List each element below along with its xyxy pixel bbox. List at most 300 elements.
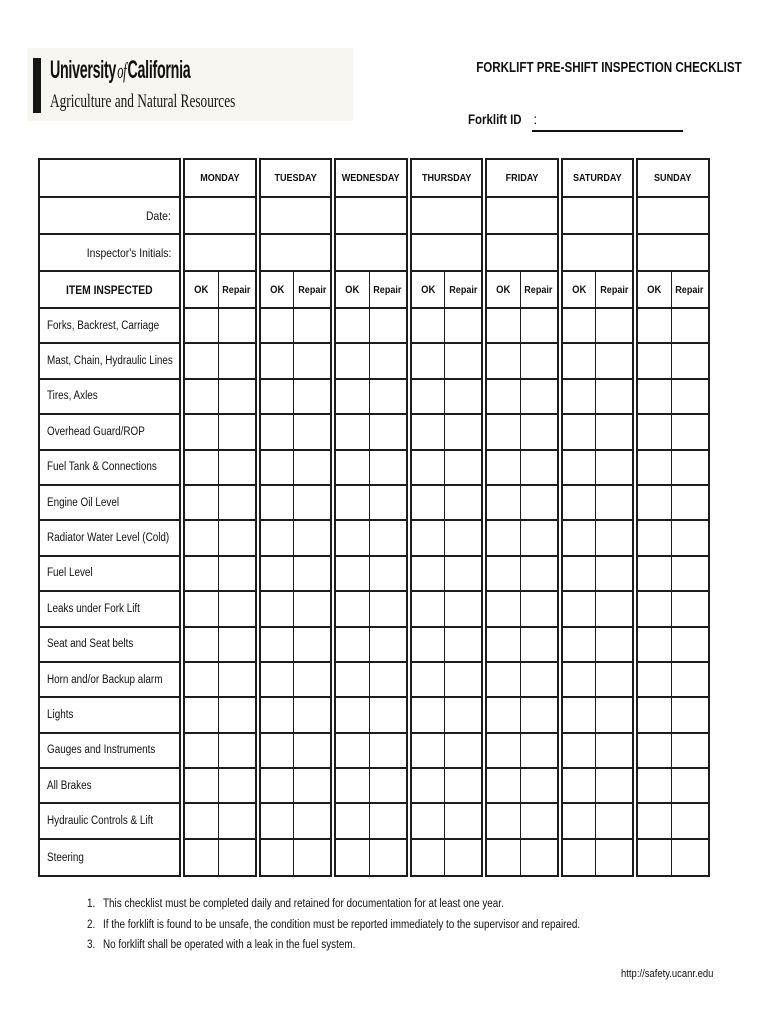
repair-cell-saturday[interactable] [596, 451, 632, 484]
repair-cell-saturday[interactable] [596, 734, 632, 767]
repair-cell-monday[interactable] [219, 628, 255, 661]
date-cell-saturday[interactable] [563, 198, 633, 235]
repair-cell-saturday[interactable] [596, 698, 632, 731]
check-row-tuesday [261, 840, 331, 875]
repair-cell-sunday[interactable] [672, 557, 708, 590]
repair-cell-sunday[interactable] [672, 769, 708, 802]
ok-cell-saturday[interactable] [563, 628, 597, 661]
ok-cell-saturday[interactable] [563, 415, 597, 448]
repair-cell-sunday[interactable] [672, 734, 708, 767]
ok-cell-wednesday[interactable] [336, 628, 370, 661]
ok-cell-saturday[interactable] [563, 804, 597, 837]
ok-cell-wednesday[interactable] [336, 451, 370, 484]
repair-cell-wednesday[interactable] [370, 698, 406, 731]
inspector-initials-cell-thursday[interactable] [412, 235, 482, 272]
day-header-sunday [638, 160, 708, 198]
ok-cell-monday[interactable] [185, 486, 219, 519]
ok-cell-monday[interactable] [185, 628, 219, 661]
inspector-initials-cell-friday[interactable] [487, 235, 557, 272]
ok-cell-wednesday[interactable] [336, 804, 370, 837]
ok-cell-saturday[interactable] [563, 592, 597, 625]
repair-cell-friday[interactable] [521, 840, 557, 875]
repair-cell-monday[interactable] [219, 451, 255, 484]
repair-cell-saturday[interactable] [596, 769, 632, 802]
check-row-friday [487, 663, 557, 698]
ok-cell-sunday[interactable] [638, 309, 672, 342]
repair-cell-monday[interactable] [219, 663, 255, 696]
ok-cell-monday[interactable] [185, 663, 219, 696]
check-row-sunday [638, 451, 708, 486]
ok-cell-monday[interactable] [185, 451, 219, 484]
repair-cell-saturday[interactable] [596, 380, 632, 413]
ok-cell-tuesday[interactable] [261, 840, 295, 875]
repair-cell-sunday[interactable] [672, 451, 708, 484]
repair-cell-thursday[interactable] [445, 769, 481, 802]
repair-cell-wednesday[interactable] [370, 521, 406, 554]
ok-cell-tuesday[interactable] [261, 521, 295, 554]
ok-header [487, 272, 521, 307]
repair-cell-monday[interactable] [219, 769, 255, 802]
ok-cell-sunday[interactable] [638, 628, 672, 661]
ok-cell-wednesday[interactable] [336, 840, 370, 875]
ok-cell-friday[interactable] [487, 309, 521, 342]
ok-cell-saturday[interactable] [563, 557, 597, 590]
repair-cell-tuesday[interactable] [294, 521, 330, 554]
inspector-initials-cell-tuesday[interactable] [261, 235, 331, 272]
repair-cell-monday[interactable] [219, 592, 255, 625]
repair-cell-thursday[interactable] [445, 415, 481, 448]
item-label: Leaks under Fork Lift [47, 602, 140, 615]
note-text: This checklist must be completed daily and retained for documentation for at least one year. [103, 898, 504, 910]
repair-cell-wednesday[interactable] [370, 592, 406, 625]
ok-cell-sunday[interactable] [638, 734, 672, 767]
repair-cell-saturday[interactable] [596, 840, 632, 875]
repair-cell-thursday[interactable] [445, 521, 481, 554]
repair-cell-sunday[interactable] [672, 380, 708, 413]
repair-cell-monday[interactable] [219, 309, 255, 342]
day-header-saturday [563, 160, 633, 198]
ok-cell-thursday[interactable] [412, 486, 446, 519]
repair-cell-tuesday[interactable] [294, 840, 330, 875]
repair-cell-wednesday[interactable] [370, 804, 406, 837]
repair-cell-friday[interactable] [521, 380, 557, 413]
inspector-initials-cell-monday[interactable] [185, 235, 255, 272]
ok-cell-tuesday[interactable] [261, 557, 295, 590]
repair-cell-friday[interactable] [521, 734, 557, 767]
ok-cell-friday[interactable] [487, 628, 521, 661]
ok-header [261, 272, 295, 307]
ok-cell-thursday[interactable] [412, 592, 446, 625]
ok-cell-saturday[interactable] [563, 734, 597, 767]
check-row-sunday [638, 557, 708, 592]
repair-cell-wednesday[interactable] [370, 628, 406, 661]
repair-cell-monday[interactable] [219, 415, 255, 448]
ok-cell-thursday[interactable] [412, 415, 446, 448]
check-row-wednesday [336, 698, 406, 733]
repair-cell-saturday[interactable] [596, 344, 632, 377]
repair-cell-sunday[interactable] [672, 592, 708, 625]
checklist-note [87, 898, 658, 911]
ok-cell-saturday[interactable] [563, 309, 597, 342]
ok-cell-sunday[interactable] [638, 804, 672, 837]
repair-cell-friday[interactable] [521, 663, 557, 696]
ok-cell-friday[interactable] [487, 557, 521, 590]
check-row-tuesday [261, 380, 331, 415]
item-label: Engine Oil Level [47, 496, 120, 509]
repair-cell-thursday[interactable] [445, 486, 481, 519]
repair-cell-tuesday[interactable] [294, 309, 330, 342]
repair-cell-thursday[interactable] [445, 557, 481, 590]
ok-cell-monday[interactable] [185, 592, 219, 625]
ok-label: OK [269, 283, 284, 296]
checklist-note [87, 919, 658, 932]
repair-cell-tuesday[interactable] [294, 380, 330, 413]
ok-cell-saturday[interactable] [563, 840, 597, 875]
ok-cell-tuesday[interactable] [261, 698, 295, 731]
repair-cell-monday[interactable] [219, 344, 255, 377]
check-row-sunday [638, 734, 708, 769]
repair-cell-tuesday[interactable] [294, 804, 330, 837]
ok-cell-saturday[interactable] [563, 698, 597, 731]
ok-cell-wednesday[interactable] [336, 769, 370, 802]
repair-cell-thursday[interactable] [445, 592, 481, 625]
check-row-saturday [563, 309, 633, 344]
ok-cell-tuesday[interactable] [261, 804, 295, 837]
repair-cell-sunday[interactable] [672, 840, 708, 875]
repair-cell-thursday[interactable] [445, 628, 481, 661]
repair-cell-tuesday[interactable] [294, 769, 330, 802]
check-row-tuesday [261, 592, 331, 627]
ok-cell-thursday[interactable] [412, 628, 446, 661]
ok-cell-saturday[interactable] [563, 344, 597, 377]
ok-cell-tuesday[interactable] [261, 415, 295, 448]
item-label: Tires, Axles [47, 390, 98, 403]
repair-cell-tuesday[interactable] [294, 486, 330, 519]
repair-cell-sunday[interactable] [672, 309, 708, 342]
repair-cell-friday[interactable] [521, 698, 557, 731]
repair-cell-monday[interactable] [219, 840, 255, 875]
ok-cell-sunday[interactable] [638, 344, 672, 377]
ok-cell-friday[interactable] [487, 415, 521, 448]
check-row-wednesday [336, 309, 406, 344]
ok-cell-sunday[interactable] [638, 521, 672, 554]
repair-cell-tuesday[interactable] [294, 628, 330, 661]
repair-cell-monday[interactable] [219, 698, 255, 731]
ok-cell-friday[interactable] [487, 592, 521, 625]
repair-cell-sunday[interactable] [672, 486, 708, 519]
repair-cell-friday[interactable] [521, 521, 557, 554]
check-row-monday [185, 734, 255, 769]
ok-cell-monday[interactable] [185, 769, 219, 802]
repair-cell-wednesday[interactable] [370, 415, 406, 448]
repair-cell-tuesday[interactable] [294, 451, 330, 484]
ok-cell-monday[interactable] [185, 557, 219, 590]
ok-cell-sunday[interactable] [638, 840, 672, 875]
repair-cell-thursday[interactable] [445, 309, 481, 342]
ok-cell-saturday[interactable] [563, 769, 597, 802]
ok-cell-monday[interactable] [185, 521, 219, 554]
ok-cell-tuesday[interactable] [261, 769, 295, 802]
ok-cell-saturday[interactable] [563, 380, 597, 413]
ok-cell-saturday[interactable] [563, 486, 597, 519]
forklift-id-colon: : [533, 111, 538, 127]
inspector-initials-cell-wednesday[interactable] [336, 235, 406, 272]
repair-cell-sunday[interactable] [672, 628, 708, 661]
inspector-initials-cell-sunday[interactable] [638, 235, 708, 272]
repair-cell-thursday[interactable] [445, 451, 481, 484]
inspection-checklist-table [38, 158, 710, 877]
repair-cell-thursday[interactable] [445, 698, 481, 731]
ok-cell-sunday[interactable] [638, 769, 672, 802]
check-row-saturday [563, 734, 633, 769]
ok-cell-monday[interactable] [185, 380, 219, 413]
repair-cell-wednesday[interactable] [370, 344, 406, 377]
ok-cell-tuesday[interactable] [261, 486, 295, 519]
repair-cell-sunday[interactable] [672, 521, 708, 554]
item-row [40, 380, 179, 415]
ok-cell-monday[interactable] [185, 309, 219, 342]
ok-repair-header-tuesday [261, 272, 331, 309]
ok-cell-monday[interactable] [185, 840, 219, 875]
ok-cell-sunday[interactable] [638, 451, 672, 484]
check-row-monday [185, 698, 255, 733]
repair-cell-thursday[interactable] [445, 344, 481, 377]
check-row-thursday [412, 804, 482, 839]
ok-cell-wednesday[interactable] [336, 521, 370, 554]
ok-cell-tuesday[interactable] [261, 451, 295, 484]
repair-cell-monday[interactable] [219, 521, 255, 554]
ok-cell-thursday[interactable] [412, 698, 446, 731]
ok-cell-thursday[interactable] [412, 804, 446, 837]
check-row-saturday [563, 840, 633, 875]
repair-label: Repair [599, 283, 629, 296]
repair-cell-friday[interactable] [521, 415, 557, 448]
repair-cell-tuesday[interactable] [294, 557, 330, 590]
repair-cell-saturday[interactable] [596, 663, 632, 696]
repair-cell-friday[interactable] [521, 769, 557, 802]
repair-cell-saturday[interactable] [596, 557, 632, 590]
date-cell-friday[interactable] [487, 198, 557, 235]
check-row-tuesday [261, 521, 331, 556]
repair-cell-wednesday[interactable] [370, 663, 406, 696]
ok-cell-thursday[interactable] [412, 344, 446, 377]
repair-cell-thursday[interactable] [445, 380, 481, 413]
repair-cell-friday[interactable] [521, 309, 557, 342]
repair-cell-wednesday[interactable] [370, 486, 406, 519]
check-row-tuesday [261, 734, 331, 769]
ok-cell-sunday[interactable] [638, 486, 672, 519]
ok-cell-friday[interactable] [487, 734, 521, 767]
date-cell-tuesday[interactable] [261, 198, 331, 235]
item-row [40, 486, 179, 521]
ok-cell-sunday[interactable] [638, 415, 672, 448]
repair-cell-sunday[interactable] [672, 804, 708, 837]
ok-cell-friday[interactable] [487, 769, 521, 802]
ok-cell-wednesday[interactable] [336, 663, 370, 696]
repair-cell-saturday[interactable] [596, 486, 632, 519]
ok-cell-monday[interactable] [185, 734, 219, 767]
repair-cell-monday[interactable] [219, 557, 255, 590]
item-row [40, 734, 179, 769]
ok-cell-monday[interactable] [185, 344, 219, 377]
ok-cell-wednesday[interactable] [336, 698, 370, 731]
footer-notes [87, 898, 658, 960]
repair-cell-saturday[interactable] [596, 628, 632, 661]
repair-cell-saturday[interactable] [596, 804, 632, 837]
ok-cell-wednesday[interactable] [336, 415, 370, 448]
ok-cell-wednesday[interactable] [336, 592, 370, 625]
ok-cell-tuesday[interactable] [261, 344, 295, 377]
ok-cell-wednesday[interactable] [336, 344, 370, 377]
item-row [40, 804, 179, 839]
repair-cell-saturday[interactable] [596, 521, 632, 554]
repair-cell-friday[interactable] [521, 804, 557, 837]
check-row-monday [185, 804, 255, 839]
repair-label: Repair [448, 283, 478, 296]
repair-header [219, 272, 255, 307]
repair-cell-tuesday[interactable] [294, 592, 330, 625]
check-row-wednesday [336, 663, 406, 698]
repair-label: Repair [675, 283, 704, 296]
date-cell-wednesday[interactable] [336, 198, 406, 235]
ok-cell-thursday[interactable] [412, 734, 446, 767]
repair-cell-tuesday[interactable] [294, 698, 330, 731]
ok-cell-friday[interactable] [487, 521, 521, 554]
repair-cell-tuesday[interactable] [294, 415, 330, 448]
day-header-monday [185, 160, 255, 198]
repair-cell-tuesday[interactable] [294, 663, 330, 696]
repair-cell-friday[interactable] [521, 451, 557, 484]
repair-cell-thursday[interactable] [445, 840, 481, 875]
repair-cell-wednesday[interactable] [370, 451, 406, 484]
repair-cell-sunday[interactable] [672, 415, 708, 448]
repair-cell-sunday[interactable] [672, 698, 708, 731]
ok-cell-wednesday[interactable] [336, 486, 370, 519]
day-name: WEDNESDAY [341, 172, 400, 184]
repair-cell-thursday[interactable] [445, 804, 481, 837]
ok-cell-friday[interactable] [487, 451, 521, 484]
ok-cell-friday[interactable] [487, 698, 521, 731]
ok-cell-friday[interactable] [487, 840, 521, 875]
repair-cell-wednesday[interactable] [370, 734, 406, 767]
repair-cell-monday[interactable] [219, 734, 255, 767]
repair-cell-saturday[interactable] [596, 415, 632, 448]
repair-cell-tuesday[interactable] [294, 734, 330, 767]
ok-cell-sunday[interactable] [638, 663, 672, 696]
repair-cell-friday[interactable] [521, 486, 557, 519]
ok-cell-friday[interactable] [487, 663, 521, 696]
forklift-id-field[interactable] [532, 114, 683, 132]
ok-cell-thursday[interactable] [412, 380, 446, 413]
ok-repair-header-wednesday [336, 272, 406, 309]
repair-cell-wednesday[interactable] [370, 309, 406, 342]
check-row-thursday [412, 840, 482, 875]
check-row-friday [487, 734, 557, 769]
repair-cell-saturday[interactable] [596, 309, 632, 342]
ok-header [336, 272, 370, 307]
ok-cell-wednesday[interactable] [336, 557, 370, 590]
ok-cell-tuesday[interactable] [261, 734, 295, 767]
date-cell-sunday[interactable] [638, 198, 708, 235]
check-row-monday [185, 521, 255, 556]
ok-cell-saturday[interactable] [563, 521, 597, 554]
ok-cell-tuesday[interactable] [261, 592, 295, 625]
repair-cell-wednesday[interactable] [370, 380, 406, 413]
repair-cell-sunday[interactable] [672, 663, 708, 696]
check-row-tuesday [261, 663, 331, 698]
ok-cell-thursday[interactable] [412, 521, 446, 554]
ok-cell-friday[interactable] [487, 486, 521, 519]
repair-cell-saturday[interactable] [596, 592, 632, 625]
ok-cell-thursday[interactable] [412, 769, 446, 802]
ok-cell-thursday[interactable] [412, 309, 446, 342]
repair-cell-friday[interactable] [521, 628, 557, 661]
ok-cell-friday[interactable] [487, 804, 521, 837]
ok-cell-monday[interactable] [185, 415, 219, 448]
ok-cell-tuesday[interactable] [261, 309, 295, 342]
ok-cell-thursday[interactable] [412, 557, 446, 590]
ok-cell-tuesday[interactable] [261, 628, 295, 661]
repair-cell-monday[interactable] [219, 486, 255, 519]
day-name: SATURDAY [572, 172, 622, 184]
date-cell-monday[interactable] [185, 198, 255, 235]
repair-label: Repair [297, 283, 327, 296]
ok-cell-monday[interactable] [185, 698, 219, 731]
ok-cell-friday[interactable] [487, 380, 521, 413]
repair-cell-wednesday[interactable] [370, 769, 406, 802]
ok-cell-tuesday[interactable] [261, 380, 295, 413]
repair-cell-thursday[interactable] [445, 734, 481, 767]
repair-cell-thursday[interactable] [445, 663, 481, 696]
check-row-friday [487, 592, 557, 627]
ok-cell-thursday[interactable] [412, 840, 446, 875]
repair-cell-wednesday[interactable] [370, 840, 406, 875]
check-row-monday [185, 557, 255, 592]
ok-cell-sunday[interactable] [638, 698, 672, 731]
ok-cell-sunday[interactable] [638, 592, 672, 625]
item-column [38, 158, 181, 877]
repair-cell-friday[interactable] [521, 557, 557, 590]
ok-cell-wednesday[interactable] [336, 734, 370, 767]
check-row-saturday [563, 663, 633, 698]
repair-cell-friday[interactable] [521, 344, 557, 377]
repair-cell-sunday[interactable] [672, 344, 708, 377]
repair-cell-monday[interactable] [219, 380, 255, 413]
ok-cell-thursday[interactable] [412, 451, 446, 484]
check-row-saturday [563, 486, 633, 521]
ok-cell-monday[interactable] [185, 804, 219, 837]
inspector-initials-cell-saturday[interactable] [563, 235, 633, 272]
ok-cell-wednesday[interactable] [336, 380, 370, 413]
repair-cell-tuesday[interactable] [294, 344, 330, 377]
ok-cell-wednesday[interactable] [336, 309, 370, 342]
ok-cell-friday[interactable] [487, 344, 521, 377]
ok-cell-thursday[interactable] [412, 663, 446, 696]
date-cell-thursday[interactable] [412, 198, 482, 235]
logo-subtitle: Agriculture and Natural Resources [50, 92, 236, 112]
repair-cell-wednesday[interactable] [370, 557, 406, 590]
check-row-wednesday [336, 521, 406, 556]
ok-cell-sunday[interactable] [638, 557, 672, 590]
check-row-thursday [412, 769, 482, 804]
repair-cell-friday[interactable] [521, 592, 557, 625]
ok-cell-tuesday[interactable] [261, 663, 295, 696]
check-row-wednesday [336, 769, 406, 804]
ok-cell-saturday[interactable] [563, 663, 597, 696]
repair-cell-monday[interactable] [219, 804, 255, 837]
ok-cell-sunday[interactable] [638, 380, 672, 413]
ok-cell-saturday[interactable] [563, 451, 597, 484]
